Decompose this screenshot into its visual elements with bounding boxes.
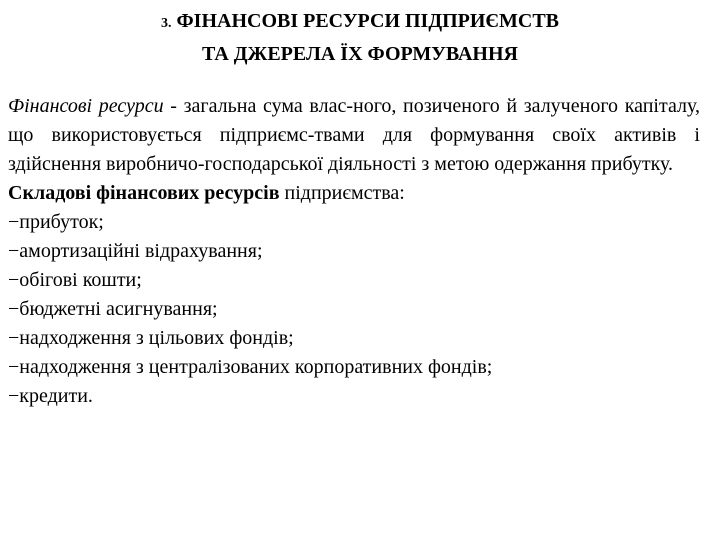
list-item: −надходження з цільових фондів; bbox=[8, 327, 294, 349]
definition-text: - загальна сума влас-ного, позиченого й залученого капіталу, що використовується підприємс-твами для формування своїх активів і здійснення виробничо-господарської діяльності з метою одержання прибутку. bbox=[8, 95, 700, 175]
components-heading-bold: Складові фінансових ресурсів bbox=[8, 182, 280, 204]
definition-paragraph bbox=[8, 92, 700, 179]
title-line-2: ТА ДЖЕРЕЛА ЇХ ФОРМУВАННЯ bbox=[202, 43, 518, 65]
list-item: −прибуток; bbox=[8, 211, 104, 233]
components-list bbox=[8, 208, 700, 411]
content-body bbox=[8, 92, 700, 411]
title-line-1 bbox=[0, 6, 720, 39]
list-item: −амортизаційні відрахування; bbox=[8, 240, 263, 262]
title-text-1: ФІНАНСОВІ РЕСУРСИ ПІДПРИЄМСТВ bbox=[176, 10, 559, 32]
list-item: −бюджетні асигнування; bbox=[8, 298, 218, 320]
definition-term: Фінансові ресурси bbox=[8, 95, 164, 117]
components-heading-rest: підприємства: bbox=[279, 182, 405, 204]
title-number: 3. bbox=[160, 16, 172, 31]
list-item: −надходження з централізованих корпоративних фондів; bbox=[8, 356, 493, 378]
list-item: −кредити. bbox=[8, 385, 93, 407]
components-heading bbox=[8, 179, 700, 208]
list-item: −обігові кошти; bbox=[8, 269, 142, 291]
page-title bbox=[0, 6, 720, 69]
